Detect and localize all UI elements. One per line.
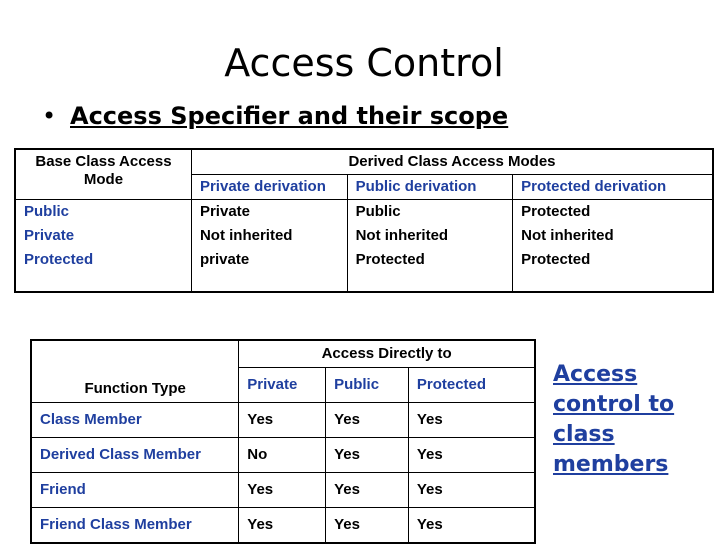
table-cell: Yes [408, 508, 535, 544]
subtitle-text: Access Specifier and their scope [70, 102, 509, 130]
table-header-row [31, 340, 535, 368]
table-header-row [15, 149, 713, 175]
table-row [31, 473, 535, 508]
subheader-public-derivation: Public derivation [347, 175, 513, 200]
row-label: Friend [31, 473, 239, 508]
row-label: Friend Class Member [31, 508, 239, 544]
subheader-private-derivation: Private derivation [191, 175, 347, 200]
table-cell: Protected [513, 200, 713, 225]
table-cell: Yes [408, 403, 535, 438]
subheader-private: Private [239, 368, 326, 403]
row-label: Private [15, 224, 191, 248]
row-label: Derived Class Member [31, 438, 239, 473]
table-row [31, 403, 535, 438]
derived-modes-header: Derived Class Access Modes [191, 149, 713, 175]
table-cell: private [191, 248, 347, 292]
table-cell: No [239, 438, 326, 473]
row-label: Protected [15, 248, 191, 292]
table-row [15, 224, 713, 248]
subheader-protected-derivation: Protected derivation [513, 175, 713, 200]
table-cell: Private [191, 200, 347, 225]
table-cell: Yes [326, 438, 409, 473]
function-type-header: Function Type [31, 340, 239, 403]
side-note: Access control to class members [553, 362, 675, 477]
table-cell: Protected [347, 248, 513, 292]
table-cell: Protected [513, 248, 713, 292]
table-cell: Yes [239, 403, 326, 438]
table-cell: Public [347, 200, 513, 225]
table-cell: Yes [326, 403, 409, 438]
access-directly-header: Access Directly to [239, 340, 535, 368]
table-cell: Yes [326, 473, 409, 508]
table-cell: Not inherited [191, 224, 347, 248]
table-cell: Not inherited [347, 224, 513, 248]
slide-title: Access Control [224, 41, 504, 85]
row-label: Class Member [31, 403, 239, 438]
table-row [15, 200, 713, 225]
bullet: • [42, 102, 57, 130]
table-cell: Yes [239, 473, 326, 508]
table-row [31, 508, 535, 544]
base-class-header: Base Class Access Mode [15, 149, 191, 200]
table-cell: Not inherited [513, 224, 713, 248]
table-cell: Yes [326, 508, 409, 544]
subheader-protected: Protected [408, 368, 535, 403]
table-cell: Yes [408, 438, 535, 473]
subtitle [42, 100, 508, 132]
table-cell: Yes [408, 473, 535, 508]
table-row [31, 438, 535, 473]
table-cell: Yes [239, 508, 326, 544]
row-label: Public [15, 200, 191, 225]
subheader-public: Public [326, 368, 409, 403]
access-directly-table [30, 339, 536, 544]
table-row [15, 248, 713, 292]
access-specifier-table [14, 148, 714, 293]
